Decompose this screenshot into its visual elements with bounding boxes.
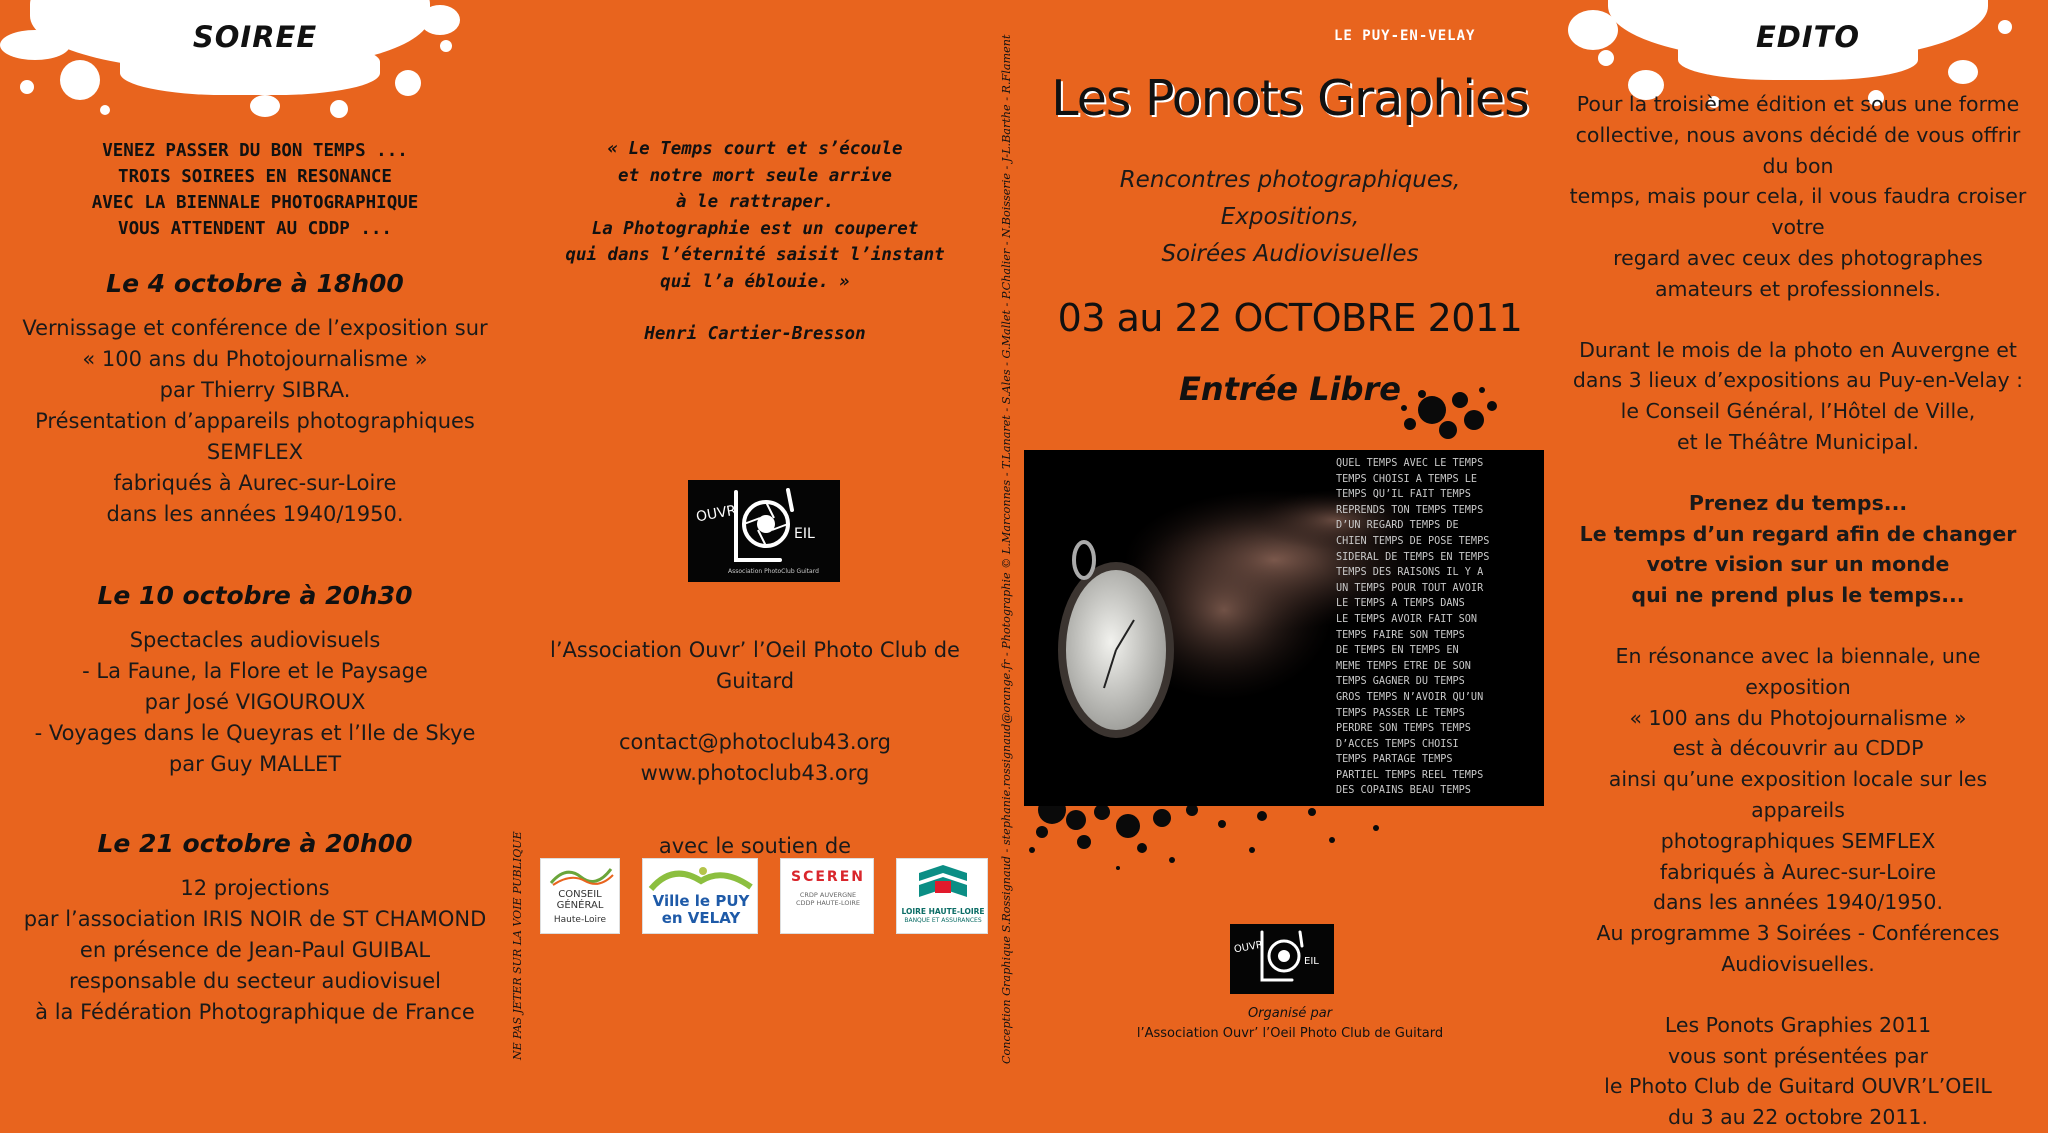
quote-block: [510, 136, 1000, 348]
event-heading: Le 4 octobre à 18h00: [106, 269, 404, 298]
quote-line: « Le Temps court et s’écoule: [607, 139, 903, 159]
poem-line: TEMPS DES RAISONS IL Y A: [1336, 567, 1484, 579]
edito-line: le Conseil Général, l’Hôtel de Ville,: [1620, 399, 1976, 424]
edito-line: « 100 ans du Photojournalisme »: [1629, 705, 1967, 730]
poem-line: TEMPS CHOISI A TEMPS LE: [1336, 473, 1478, 485]
soiree-intro: [20, 138, 490, 242]
event-line: - Voyages dans le Queyras et l’Ile de Skye: [34, 721, 476, 745]
sponsor-conseil-general: [540, 858, 620, 934]
event-line: 12 projections: [180, 876, 330, 900]
edito-line: amateurs et professionnels.: [1655, 276, 1941, 301]
credit-agricole-logo-icon: [897, 859, 988, 905]
organizer-name: l’Association Ouvr’ l’Oeil Photo Club de Guitard: [1136, 1026, 1444, 1041]
sponsor-sub: Haute-Loire: [553, 915, 607, 925]
edito-line: du 3 au 22 octobre 2011.: [1668, 1105, 1928, 1130]
edito-line: qui ne prend plus le temps...: [1631, 583, 1965, 608]
logo-caption: Association PhotoClub Guitard: [728, 568, 819, 575]
cover-entry: Entrée Libre: [1178, 370, 1401, 408]
poem-line: LE TEMPS A TEMPS DANS: [1336, 598, 1465, 610]
intro-line: AVEC LA BIENNALE PHOTOGRAPHIQUE: [91, 193, 419, 213]
poem-line: CHIEN TEMPS DE POSE TEMPS: [1336, 535, 1490, 547]
event-line: dans les années 1940/1950.: [106, 502, 404, 526]
edito-line: le Photo Club de Guitard OUVR’L’OEIL: [1604, 1074, 1992, 1099]
subtitle-line: Soirées Audiovisuelles: [1161, 241, 1419, 267]
quote-author: Henri Cartier-Bresson: [644, 324, 866, 344]
subtitle-line: Rencontres photographiques,: [1119, 167, 1461, 193]
edito-line: Au programme 3 Soirées - Conférences: [1596, 921, 2000, 946]
poem-line: SIDERAL DE TEMPS EN TEMPS: [1336, 551, 1490, 563]
event-line: par Guy MALLET: [168, 752, 342, 776]
ouvr-loeil-logo-small: [1230, 924, 1334, 994]
edito-line: dans 3 lieux d’expositions au Puy-en-Velay :: [1572, 368, 2024, 393]
sponsor-name: SCEREN: [791, 869, 865, 885]
sponsor-credit-agricole: [896, 858, 988, 934]
cover-subtitle: [1012, 162, 1568, 273]
cover-organized: [1012, 1004, 1568, 1044]
edito-line: dans les années 1940/1950.: [1652, 890, 1943, 915]
edito-line: Prenez du temps...: [1688, 490, 1908, 515]
event-2: [10, 580, 500, 780]
edito-line: photographiques SEMFLEX: [1660, 828, 1936, 853]
event-3: [10, 828, 500, 1028]
event-line: à la Fédération Photographique de France: [35, 1000, 475, 1024]
cover-location: LE PUY-EN-VELAY: [1334, 28, 1476, 44]
soiree-panel: [0, 0, 510, 1091]
event-line: Vernissage et conférence de l’exposition sur: [22, 316, 488, 340]
edito-line: Le temps d’un regard afin de changer: [1579, 521, 2017, 546]
edito-line: En résonance avec la biennale, une exposition: [1615, 643, 1981, 699]
event-line: par l’association IRIS NOIR de ST CHAMOND: [23, 907, 487, 931]
poem-line: QUEL TEMPS AVEC LE TEMPS: [1336, 458, 1484, 469]
intro-line: TROIS SOIREES EN RESONANCE: [118, 167, 392, 187]
edito-line: vous sont présentées par: [1668, 1043, 1928, 1068]
edito-line: votre vision sur un monde: [1646, 552, 1950, 577]
edito-line: Pour la troisième édition et sous une forme: [1576, 92, 2020, 116]
logo-word-ouvr: OUVR: [694, 502, 738, 526]
edito-line: Audiovisuelles.: [1721, 951, 1875, 976]
poem-line: MEME TEMPS ETRE DE SON: [1336, 660, 1471, 672]
poem-line: DES COPAINS BEAU TEMPS: [1336, 785, 1471, 797]
poem-line: DE TEMPS EN TEMPS EN: [1336, 645, 1459, 657]
poem-line: TEMPS GAGNER DU TEMPS: [1336, 676, 1465, 688]
event-line: fabriqués à Aurec-sur-Loire: [113, 471, 397, 495]
association-name: l’Association Ouvr’ l’Oeil Photo Club de Guitard: [550, 638, 960, 693]
poem-line: REPRENDS TON TEMPS TEMPS: [1336, 504, 1484, 516]
logo-word-eil: EIL: [794, 526, 815, 542]
association-panel: [510, 0, 1000, 1091]
poem-line: UN TEMPS POUR TOUT AVOIR: [1336, 582, 1484, 594]
poem-line: LE TEMPS AVOIR FAIT SON: [1336, 613, 1478, 625]
event-line: Présentation d’appareils photographiques: [35, 409, 475, 433]
organized-by-label: Organisé par: [1247, 1006, 1333, 1021]
support-label: avec le soutien de: [658, 834, 852, 858]
sponsor-ville-puy: [642, 858, 758, 934]
sponsor-sub: BANQUE ET ASSURANCES: [904, 917, 982, 924]
cover-dates: 03 au 22 OCTOBRE 2011: [1057, 296, 1523, 340]
edito-line: regard avec ceux des photographes: [1613, 245, 1983, 270]
quote-line: La Photographie est un couperet: [591, 218, 919, 239]
poem-line: PERDRE SON TEMPS TEMPS: [1336, 723, 1471, 735]
edito-title: EDITO: [1755, 20, 1861, 54]
logo-word-ouvr: OUVR: [1233, 939, 1264, 956]
sponsor-sub: CRDP AUVERGNE CDDP HAUTE-LOIRE: [795, 891, 861, 907]
intro-line: VOUS ATTENDENT AU CDDP ...: [118, 219, 392, 239]
quote-line: à le rattraper.: [675, 192, 835, 212]
event-1: [10, 268, 500, 530]
edito-line: Les Ponots Graphies 2011: [1664, 1012, 1932, 1037]
event-line: - La Faune, la Flore et le Paysage: [82, 659, 428, 683]
event-line: Spectacles audiovisuels: [129, 628, 381, 652]
edito-line: ainsi qu’une exposition locale sur les appareils: [1608, 767, 1988, 822]
sponsor-name: Ville le PUY en VELAY: [652, 892, 750, 927]
event-line: en présence de Jean-Paul GUIBAL: [79, 938, 431, 962]
edito-line: et le Théâtre Municipal.: [1677, 429, 1919, 454]
edito-line: Durant le mois de la photo en Auvergne et: [1579, 337, 2017, 362]
sponsor-name: CONSEIL GÉNÉRAL: [556, 889, 604, 911]
edito-line: temps, mais pour cela, il vous faudra croiser votre: [1569, 184, 2027, 240]
poem-line: TEMPS PASSER LE TEMPS: [1336, 707, 1465, 719]
association-info: [510, 635, 1000, 862]
poem-line: GROS TEMPS N’AVOIR QU’UN: [1336, 691, 1484, 703]
event-line: SEMFLEX: [206, 440, 304, 464]
association-website[interactable]: www.photoclub43.org: [640, 761, 870, 785]
poem-line: TEMPS FAIRE SON TEMPS: [1336, 629, 1465, 641]
edito-panel: [1568, 0, 2048, 1130]
sponsor-sceren: [780, 858, 874, 934]
cover-poem: [1336, 456, 1499, 799]
conseil-general-logo-icon: [541, 859, 619, 889]
edito-text: [1568, 89, 2028, 1133]
poem-line: TEMPS PARTAGE TEMPS: [1336, 754, 1453, 766]
no-litter-notice: NE PAS JETER SUR LA VOIE PUBLIQUE: [511, 831, 524, 1060]
event-heading: Le 10 octobre à 20h30: [97, 581, 413, 610]
camera-shutter-icon: [688, 480, 840, 582]
cover-photo-pocket-watch: [1024, 450, 1544, 806]
sponsor-name: LOIRE HAUTE-LOIRE: [901, 907, 985, 916]
poem-line: D’UN REGARD TEMPS DE: [1336, 520, 1459, 532]
edito-line: collective, nous avons décidé de vous offrir du bon: [1575, 122, 2021, 178]
poem-line: PARTIEL TEMPS REEL TEMPS: [1336, 769, 1484, 781]
ouvr-loeil-logo: [688, 480, 840, 582]
soiree-title: SOIREE: [192, 20, 318, 54]
edito-line: est à découvrir au CDDP: [1672, 736, 1924, 761]
event-line: « 100 ans du Photojournalisme »: [82, 347, 428, 371]
event-line: par Thierry SIBRA.: [159, 378, 351, 402]
quote-line: qui l’a éblouie. »: [660, 271, 850, 292]
association-email[interactable]: contact@photoclub43.org: [618, 730, 891, 754]
event-heading: Le 21 octobre à 20h00: [97, 829, 413, 858]
event-line: responsable du secteur audiovisuel: [68, 969, 442, 993]
quote-line: et notre mort seule arrive: [618, 165, 892, 186]
event-line: par José VIGOUROUX: [144, 690, 366, 714]
cover-panel: [1012, 0, 1568, 1091]
poem-line: TEMPS QU’IL FAIT TEMPS: [1336, 489, 1471, 501]
poem-line: D’ACCES TEMPS CHOISI: [1336, 738, 1459, 750]
quote-line: qui dans l’éternité saisit l’instant: [565, 245, 945, 265]
logo-word-eil: EIL: [1304, 956, 1319, 967]
design-credits: Conception Graphique S.Rossignaud - stephanie.rossignaud@orange.fr - Photographie © L.Marconnes - T.Lanaret - S.Ales - G.Mallet - P.Chalier - N.Boisserie - J-L.Barthe - R.Flament: [1000, 34, 1013, 1064]
ville-puy-logo-icon: [643, 859, 758, 893]
subtitle-line: Expositions,: [1220, 204, 1360, 230]
edito-line: fabriqués à Aurec-sur-Loire: [1659, 859, 1937, 884]
intro-line: VENEZ PASSER DU BON TEMPS ...: [102, 141, 408, 161]
cover-title: Les Ponots Graphies: [1051, 70, 1529, 127]
